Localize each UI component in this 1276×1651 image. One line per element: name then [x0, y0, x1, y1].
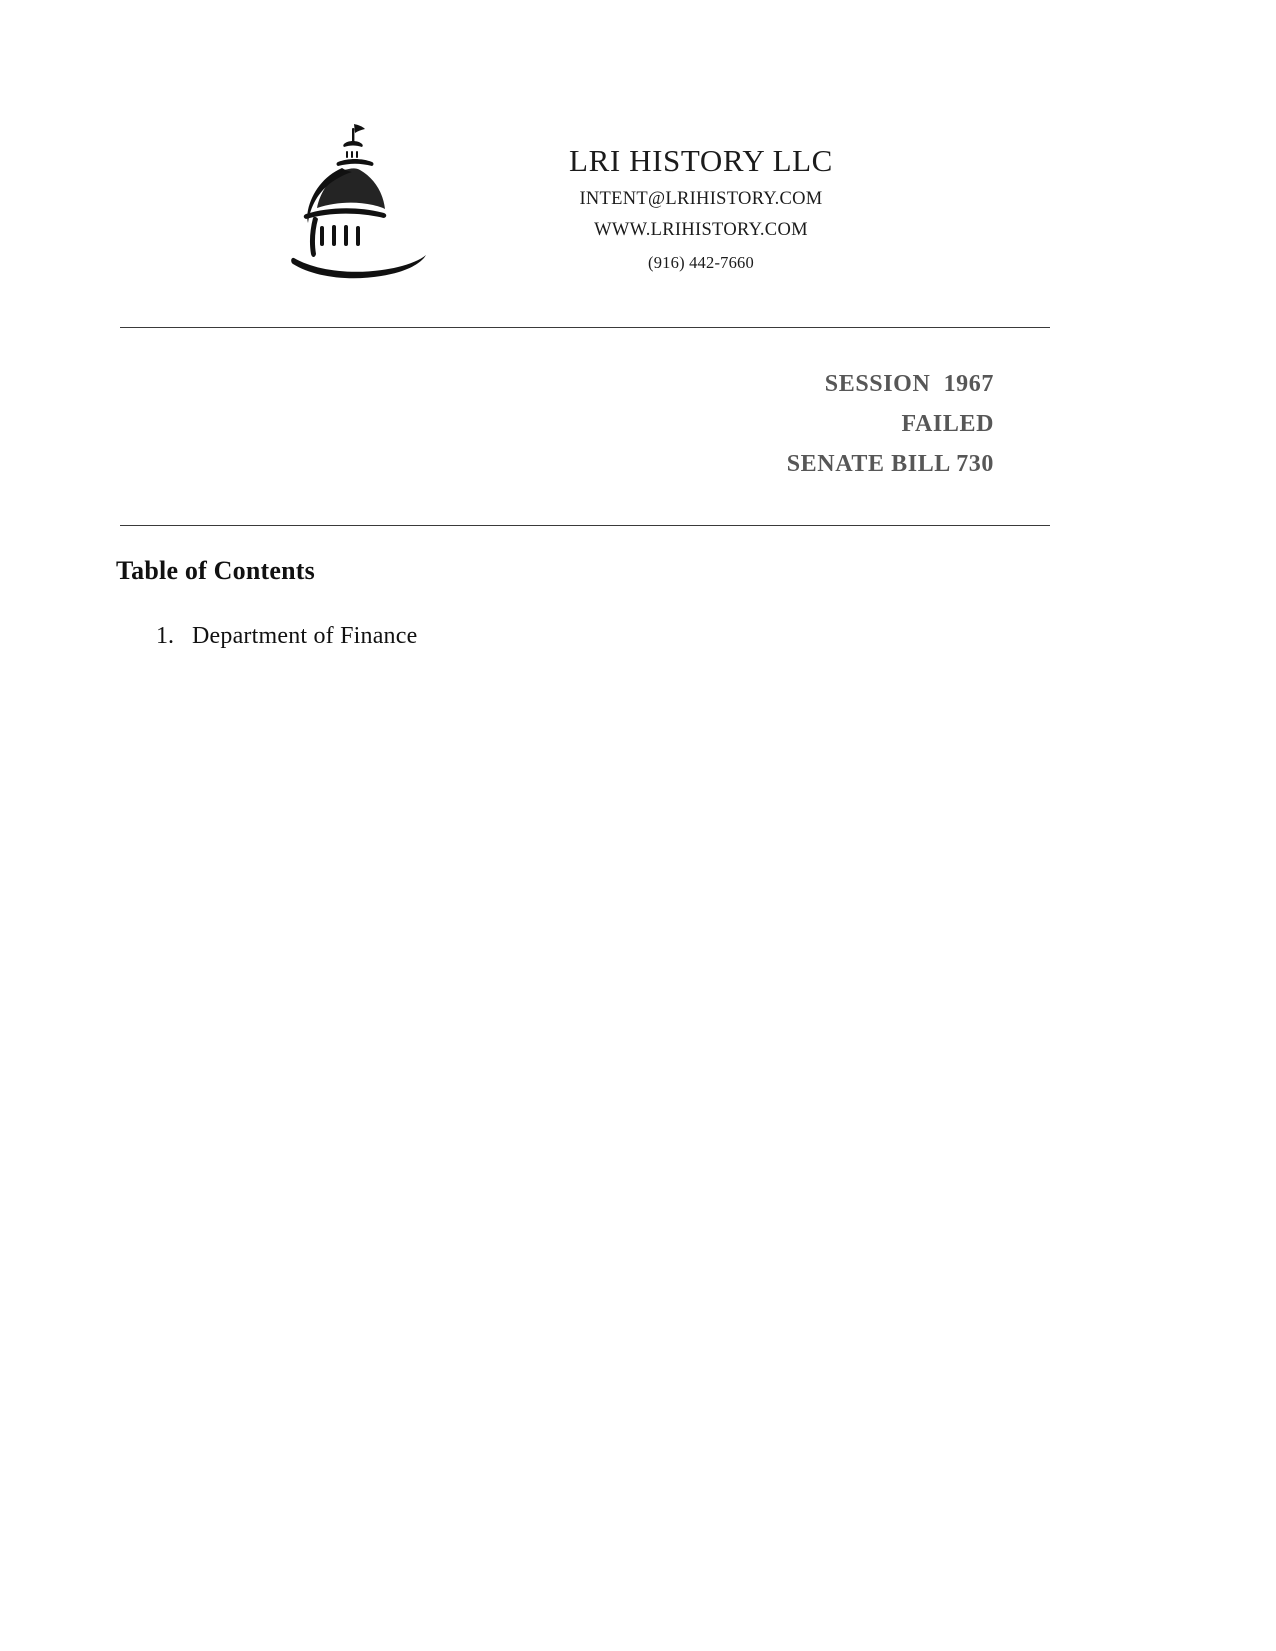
list-item[interactable] — [116, 618, 916, 654]
session-line: SESSION 1967 — [824, 371, 994, 397]
company-phone: (916) 442-7660 — [648, 252, 754, 272]
header-divider-top — [120, 327, 1050, 328]
status-line: FAILED — [901, 411, 994, 437]
capitol-dome-logo-icon — [280, 118, 430, 288]
header-divider-bottom — [120, 525, 1050, 526]
page-title: Table of Contents — [116, 556, 315, 585]
table-of-contents-list — [116, 618, 916, 654]
company-website: WWW.LRIHISTORY.COM — [594, 219, 808, 240]
bill-header — [120, 364, 994, 484]
company-email: INTENT@LRIHISTORY.COM — [579, 188, 823, 209]
company-name: LRI HISTORY LLC — [569, 143, 833, 178]
toc-item-label: Department of Finance — [192, 623, 418, 649]
toc-item-number: 1. — [156, 623, 174, 649]
letterhead-text — [486, 118, 916, 273]
bill-number-line: SENATE BILL 730 — [786, 451, 994, 477]
letterhead — [0, 118, 1276, 288]
